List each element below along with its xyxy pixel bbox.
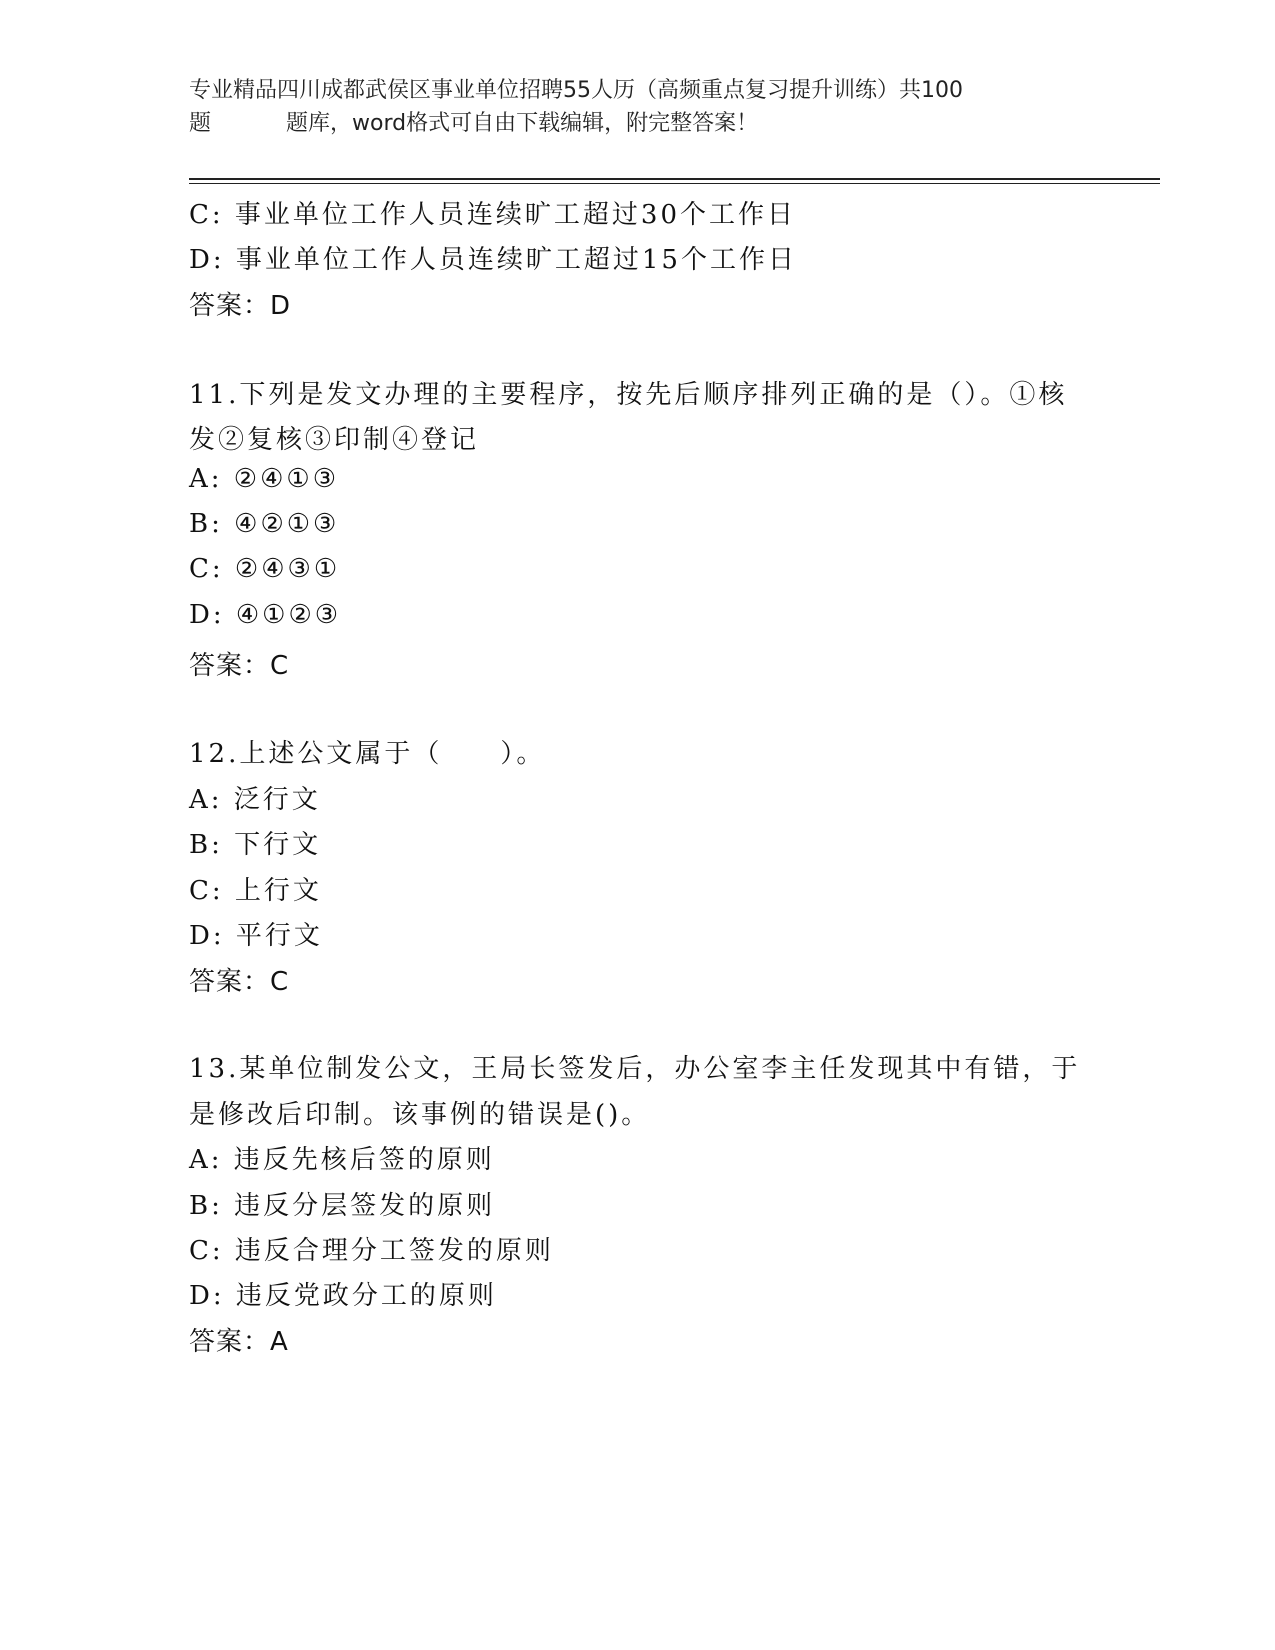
header-title-line2-head: 题 (189, 111, 212, 136)
q13-stem-line2: 是修改后印制。该事例的错误是()。 (189, 1100, 651, 1130)
prev-option-d: D: 事业单位工作人员连续旷工超过15个工作日 (189, 245, 797, 275)
header-title-line2 (189, 107, 1089, 140)
q13-option-c: C: 违反合理分工签发的原则 (189, 1236, 554, 1266)
q12-option-d: D: 平行文 (189, 921, 323, 951)
header-divider-thick (189, 178, 1160, 180)
q13-option-a: A: 违反先核后签的原则 (189, 1145, 495, 1175)
q11-option-a: A: ②④①③ (189, 464, 340, 494)
q13-stem-line1: 13.某单位制发公文，王局长签发后，办公室李主任发现其中有错，于 (189, 1054, 1081, 1084)
header-title-line2-tail: 题库，word格式可自由下载编辑，附完整答案！ (286, 111, 759, 136)
q12-option-a: A: 泛行文 (189, 785, 321, 815)
q13-option-b: B: 违反分层签发的原则 (189, 1191, 496, 1221)
header-divider-thin (189, 183, 1160, 184)
q11-option-c: C: ②④③① (189, 554, 341, 584)
q11-stem-line2: 发②复核③印制④登记 (189, 425, 480, 455)
q11-stem-line1: 11.下列是发文办理的主要程序，按先后顺序排列正确的是（）。①核 (189, 380, 1068, 410)
prev-answer: 答案：D (189, 291, 292, 321)
q13-answer: 答案：A (189, 1327, 289, 1357)
q12-stem-line1: 12.上述公文属于（ ）。 (189, 739, 546, 769)
q11-option-d: D: ④①②③ (189, 600, 342, 630)
document-header (189, 74, 1089, 140)
q12-option-b: B: 下行文 (189, 830, 322, 860)
header-title-line1: 专业精品四川成都武侯区事业单位招聘55人历（高频重点复习提升训练）共100 (189, 78, 963, 103)
q11-option-b: B: ④②①③ (189, 509, 340, 539)
q12-option-c: C: 上行文 (189, 876, 322, 906)
prev-option-c: C: 事业单位工作人员连续旷工超过30个工作日 (189, 200, 797, 230)
q11-answer: 答案：C (189, 651, 290, 681)
q12-answer: 答案：C (189, 967, 290, 997)
q13-option-d: D: 违反党政分工的原则 (189, 1281, 497, 1311)
